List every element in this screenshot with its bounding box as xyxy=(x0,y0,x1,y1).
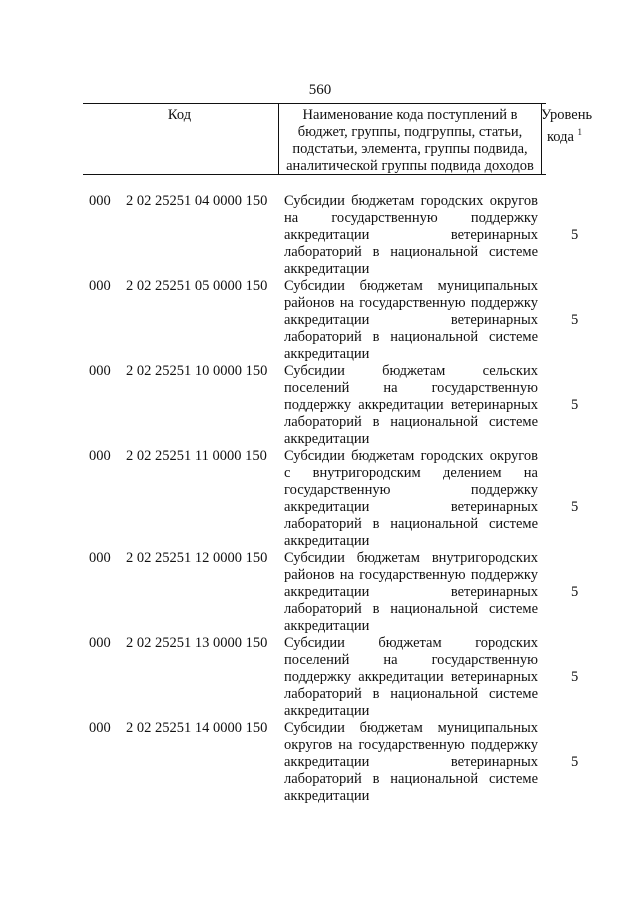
admin-code: 000 xyxy=(89,635,111,651)
level-value: 5 xyxy=(571,754,579,770)
income-name-line: лабораторий в национальной системе xyxy=(284,686,538,702)
income-name-line: лабораторий в национальной системе xyxy=(284,244,538,260)
header-level xyxy=(541,104,593,174)
income-name-line: Субсидии бюджетам муниципальных xyxy=(284,720,538,736)
admin-code: 000 xyxy=(89,720,111,736)
table-row xyxy=(0,550,640,635)
income-name-line: поддержку аккредитации ветеринарных xyxy=(284,397,538,413)
income-name-line: аккредитации ветеринарных xyxy=(284,584,538,600)
income-name-line: аккредитации xyxy=(284,346,370,362)
income-code: 2 02 25251 05 0000 150 xyxy=(126,278,268,294)
income-name-line: Субсидии бюджетам городских xyxy=(284,635,538,651)
level-value: 5 xyxy=(571,227,579,243)
income-name xyxy=(284,363,538,448)
header-level-line: Уровень xyxy=(541,107,593,123)
income-name-line: Субсидии бюджетам сельских xyxy=(284,363,538,379)
admin-code: 000 xyxy=(89,278,111,294)
income-code: 2 02 25251 12 0000 150 xyxy=(126,550,268,566)
income-code: 2 02 25251 14 0000 150 xyxy=(126,720,268,736)
header-name-line: подстатьи, элемента, группы подвида, xyxy=(292,141,528,157)
income-name-line: Субсидии бюджетам городских округов xyxy=(284,193,538,209)
admin-code: 000 xyxy=(89,448,111,464)
income-name-line: лабораторий в национальной системе xyxy=(284,414,538,430)
income-name-line: поселений на государственную xyxy=(284,652,538,668)
income-name-line: аккредитации ветеринарных xyxy=(284,227,538,243)
income-name-line: лабораторий в национальной системе xyxy=(284,601,538,617)
header-name-line: Наименование кода поступлений в xyxy=(302,107,518,123)
income-name-line: поселений на государственную xyxy=(284,380,538,396)
income-name-line: Субсидии бюджетам муниципальных xyxy=(284,278,538,294)
income-name-line: лабораторий в национальной системе xyxy=(284,329,538,345)
income-name-line: аккредитации xyxy=(284,261,370,277)
header-name-line: бюджет, группы, подгруппы, статьи, xyxy=(297,124,523,140)
table-row xyxy=(0,720,640,805)
income-name-line: государственную поддержку xyxy=(284,482,538,498)
admin-code: 000 xyxy=(89,550,111,566)
income-name-line: аккредитации ветеринарных xyxy=(284,499,538,515)
income-name-line: аккредитации ветеринарных xyxy=(284,754,538,770)
income-name-line: с внутригородским делением на xyxy=(284,465,538,481)
income-name-line: районов на государственную поддержку xyxy=(284,567,538,583)
income-name xyxy=(284,448,538,550)
income-name-line: аккредитации xyxy=(284,533,370,549)
income-name xyxy=(284,635,538,720)
income-name-line: поддержку аккредитации ветеринарных xyxy=(284,669,538,685)
income-name xyxy=(284,550,538,635)
level-value: 5 xyxy=(571,312,579,328)
table-row xyxy=(0,448,640,550)
admin-code: 000 xyxy=(89,363,111,379)
page-number: 560 xyxy=(308,82,332,98)
income-name-line: районов на государственную поддержку xyxy=(284,295,538,311)
income-name xyxy=(284,193,538,278)
income-code: 2 02 25251 10 0000 150 xyxy=(126,363,268,379)
header-level-word: кода xyxy=(546,128,574,145)
income-name-line: Субсидии бюджетам городских округов xyxy=(284,448,538,464)
income-name-line: лабораторий в национальной системе xyxy=(284,516,538,532)
level-value: 5 xyxy=(571,584,579,600)
table-row xyxy=(0,635,640,720)
table-body xyxy=(0,193,640,805)
level-value: 5 xyxy=(571,397,579,413)
footnote-mark: 1 xyxy=(577,127,583,137)
table-row xyxy=(0,278,640,363)
income-code: 2 02 25251 11 0000 150 xyxy=(126,448,267,464)
income-name-line: аккредитации xyxy=(284,618,370,634)
income-name-line: аккредитации xyxy=(284,788,370,804)
level-value: 5 xyxy=(571,499,579,515)
header-name-line: аналитической группы подвида доходов xyxy=(286,158,534,174)
header-code: Код xyxy=(167,107,192,123)
income-code: 2 02 25251 04 0000 150 xyxy=(126,193,268,209)
income-name-line: аккредитации ветеринарных xyxy=(284,312,538,328)
header-name xyxy=(278,104,542,174)
table-row xyxy=(0,363,640,448)
header-level-line xyxy=(541,124,588,146)
income-name-line: аккредитации xyxy=(284,431,370,447)
level-value: 5 xyxy=(571,669,579,685)
income-name-line: аккредитации xyxy=(284,703,370,719)
admin-code: 000 xyxy=(89,193,111,209)
income-name xyxy=(284,720,538,805)
income-name-line: на государственную поддержку xyxy=(284,210,538,226)
income-name xyxy=(284,278,538,363)
table-row xyxy=(0,193,640,278)
income-name-line: округов на государственную поддержку xyxy=(284,737,538,753)
income-name-line: лабораторий в национальной системе xyxy=(284,771,538,787)
table-header xyxy=(83,103,593,175)
income-name-line: Субсидии бюджетам внутригородских xyxy=(284,550,538,566)
income-code: 2 02 25251 13 0000 150 xyxy=(126,635,268,651)
